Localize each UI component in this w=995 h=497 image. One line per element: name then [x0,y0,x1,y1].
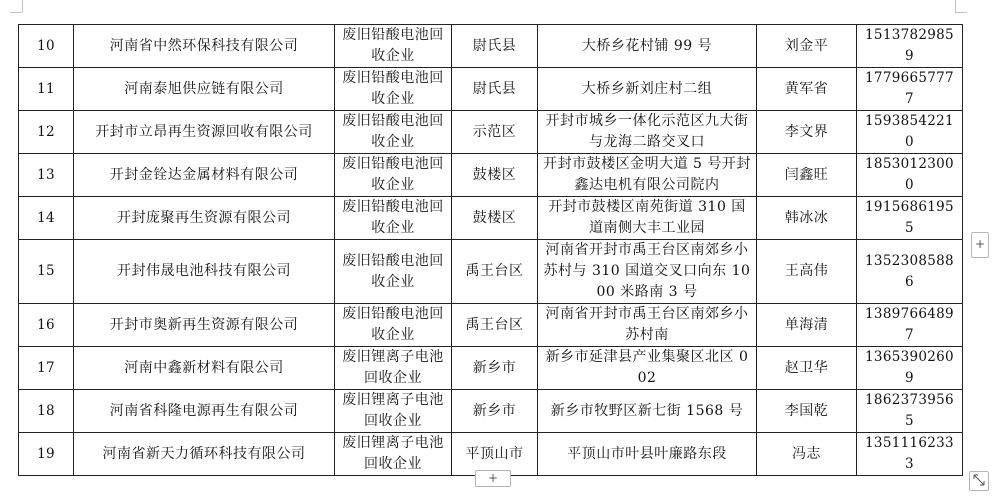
row-number-cell[interactable]: 18 [19,390,74,433]
address-cell[interactable]: 新乡市牧野区新七街 1568 号 [538,390,757,433]
table-row [19,154,963,197]
table-row [19,347,963,390]
table-row [19,111,963,154]
table-row [19,197,963,240]
county-cell[interactable]: 新乡市 [452,390,538,433]
contact-cell[interactable]: 韩冰冰 [757,197,857,240]
recycling-companies-table [18,24,963,476]
row-number-cell[interactable]: 14 [19,197,74,240]
address-cell[interactable]: 开封市鼓楼区金明大道 5 号开封鑫达电机有限公司院内 [538,154,757,197]
phone-cell[interactable]: 13523085886 [857,240,963,304]
county-cell[interactable]: 示范区 [452,111,538,154]
company-cell[interactable]: 开封市立昂再生资源回收有限公司 [74,111,335,154]
table-resize-handle[interactable] [969,471,989,491]
row-number-cell[interactable]: 10 [19,25,74,68]
county-cell[interactable]: 平顶山市 [452,433,538,476]
county-cell[interactable]: 鼓楼区 [452,154,538,197]
table-row [19,68,963,111]
type-cell[interactable]: 废旧铅酸电池回收企业 [335,154,452,197]
table-row [19,25,963,68]
page-corner-mark-right-h [955,12,967,13]
company-cell[interactable]: 开封金铨达金属材料有限公司 [74,154,335,197]
company-cell[interactable]: 河南省新天力循环科技有限公司 [74,433,335,476]
contact-cell[interactable]: 李国乾 [757,390,857,433]
type-cell[interactable]: 废旧铅酸电池回收企业 [335,304,452,347]
address-cell[interactable]: 新乡市延津县产业集聚区北区 002 [538,347,757,390]
contact-cell[interactable]: 单海清 [757,304,857,347]
address-cell[interactable]: 河南省开封市禹王台区南郊乡小苏村南 [538,304,757,347]
row-number-cell[interactable]: 17 [19,347,74,390]
phone-cell[interactable]: 13653902609 [857,347,963,390]
row-number-cell[interactable]: 13 [19,154,74,197]
row-number-cell[interactable]: 11 [19,68,74,111]
row-number-cell[interactable]: 15 [19,240,74,304]
add-column-button[interactable]: + [971,232,989,258]
county-cell[interactable]: 新乡市 [452,347,538,390]
type-cell[interactable]: 废旧铅酸电池回收企业 [335,25,452,68]
company-cell[interactable]: 河南省科隆电源再生有限公司 [74,390,335,433]
type-cell[interactable]: 废旧锂离子电池回收企业 [335,347,452,390]
phone-cell[interactable]: 13897664897 [857,304,963,347]
page-corner-mark-left-h [10,12,22,13]
address-cell[interactable]: 开封市鼓楼区南苑街道 310 国道南侧大丰工业园 [538,197,757,240]
contact-cell[interactable]: 李文界 [757,111,857,154]
county-cell[interactable]: 尉氏县 [452,25,538,68]
row-number-cell[interactable]: 16 [19,304,74,347]
table-row [19,390,963,433]
phone-cell[interactable]: 13511162333 [857,433,963,476]
contact-cell[interactable]: 刘金平 [757,25,857,68]
county-cell[interactable]: 尉氏县 [452,68,538,111]
phone-cell[interactable]: 17796657777 [857,68,963,111]
type-cell[interactable]: 废旧铅酸电池回收企业 [335,68,452,111]
county-cell[interactable]: 禹王台区 [452,304,538,347]
page-corner-mark-left [22,0,23,12]
contact-cell[interactable]: 冯志 [757,433,857,476]
contact-cell[interactable]: 王高伟 [757,240,857,304]
type-cell[interactable]: 废旧锂离子电池回收企业 [335,433,452,476]
page-corner-mark-right [955,0,956,12]
company-cell[interactable]: 开封庞聚再生资源有限公司 [74,197,335,240]
row-number-cell[interactable]: 19 [19,433,74,476]
row-number-cell[interactable]: 12 [19,111,74,154]
address-cell[interactable]: 大桥乡新刘庄村二组 [538,68,757,111]
type-cell[interactable]: 废旧铅酸电池回收企业 [335,240,452,304]
phone-cell[interactable]: 18623739565 [857,390,963,433]
county-cell[interactable]: 鼓楼区 [452,197,538,240]
address-cell[interactable]: 平顶山市叶县叶廉路东段 [538,433,757,476]
address-cell[interactable]: 河南省开封市禹王台区南郊乡小苏村与 310 国道交叉口向东 1000 米路南 3 号 [538,240,757,304]
table-row [19,240,963,304]
phone-cell[interactable]: 18530123000 [857,154,963,197]
contact-cell[interactable]: 黄军省 [757,68,857,111]
company-cell[interactable]: 开封市奥新再生资源有限公司 [74,304,335,347]
company-cell[interactable]: 开封伟晟电池科技有限公司 [74,240,335,304]
company-cell[interactable]: 河南泰旭供应链有限公司 [74,68,335,111]
contact-cell[interactable]: 闫鑫旺 [757,154,857,197]
phone-cell[interactable]: 15137829859 [857,25,963,68]
type-cell[interactable]: 废旧铅酸电池回收企业 [335,111,452,154]
address-cell[interactable]: 开封市城乡一体化示范区九大街与龙海二路交叉口 [538,111,757,154]
county-cell[interactable]: 禹王台区 [452,240,538,304]
phone-cell[interactable]: 15938542210 [857,111,963,154]
company-cell[interactable]: 河南中鑫新材料有限公司 [74,347,335,390]
add-row-button[interactable]: + [475,470,511,487]
type-cell[interactable]: 废旧锂离子电池回收企业 [335,390,452,433]
resize-arrows-icon [973,474,985,486]
address-cell[interactable]: 大桥乡花村铺 99 号 [538,25,757,68]
phone-cell[interactable]: 19156861955 [857,197,963,240]
table-row [19,304,963,347]
company-cell[interactable]: 河南省中然环保科技有限公司 [74,25,335,68]
type-cell[interactable]: 废旧铅酸电池回收企业 [335,197,452,240]
contact-cell[interactable]: 赵卫华 [757,347,857,390]
